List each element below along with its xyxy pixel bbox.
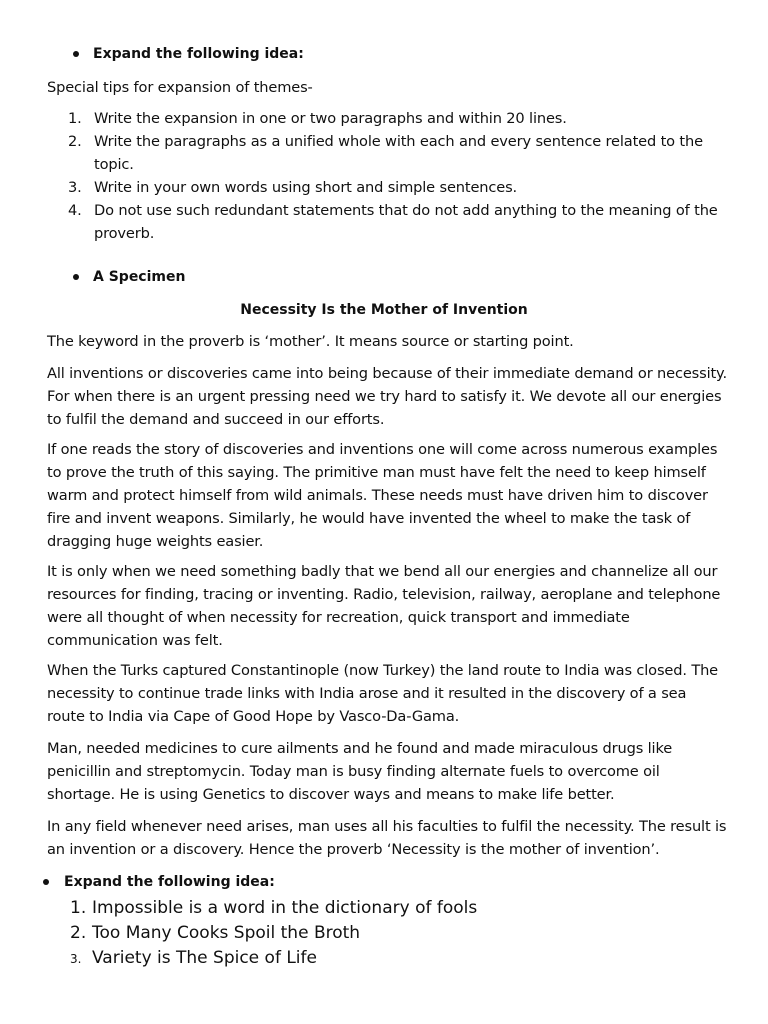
tip-item: [68, 130, 728, 176]
idea-text: Too Many Cooks Spoil the Broth: [92, 923, 361, 943]
specimen-paragraph: It is only when we need something badly that we bend all our energies and channelize all our resources for finding, tracing or inventing. Radio, television, railway, aeroplane and telephone were all thought of when necessity for recreation, quick transport and immediate communication was felt.: [47, 563, 721, 649]
tip-number: 2.: [68, 133, 82, 150]
specimen-paragraph: The keyword in the proverb is ‘mother’. It means source or starting point.: [47, 333, 574, 350]
tip-item: [68, 176, 728, 199]
idea-number: 1.: [70, 898, 87, 918]
specimen-paragraph: Man, needed medicines to cure ailments and he found and made miraculous drugs like penicillin and streptomycin. Today man is busy finding alternate fuels to overcome oil shortage. He is using Genetics to discover ways and means to make life better.: [47, 740, 673, 803]
tips-intro: Special tips for expansion of themes-: [47, 79, 313, 96]
tip-text: Write the paragraphs as a unified whole with each and every sentence related to the topic.: [94, 133, 703, 173]
tip-item: [68, 199, 728, 245]
idea-item: [70, 896, 670, 921]
specimen-paragraph: In any field whenever need arises, man uses all his faculties to fulfil the necessity. The result is an invention or a discovery. Hence the proverb ‘Necessity is the mother of invention’.: [47, 818, 727, 858]
specimen-paragraph: When the Turks captured Constantinople (now Turkey) the land route to India was closed. The necessity to continue trade links with India arose and it resulted in the discovery of a sea route to India via Cape of Good Hope by Vasco-Da-Gama.: [47, 662, 719, 725]
bullet-icon: [73, 51, 79, 57]
specimen-title: Necessity Is the Mother of Invention: [240, 302, 528, 318]
tip-item: [68, 107, 728, 130]
tip-text: Do not use such redundant statements that do not add anything to the meaning of the proverb.: [94, 202, 718, 242]
bullet-icon: [73, 274, 79, 280]
idea-item: [70, 921, 670, 946]
idea-text: Variety is The Spice of Life: [92, 948, 317, 968]
bullet-icon: [43, 879, 49, 885]
section2-heading: Expand the following idea:: [64, 874, 275, 890]
idea-text: Impossible is a word in the dictionary of fools: [92, 898, 478, 918]
section1-heading: Expand the following idea:: [93, 46, 304, 62]
idea-item: [70, 946, 670, 972]
tip-text: Write in your own words using short and simple sentences.: [94, 179, 518, 196]
tip-number: 3.: [68, 179, 82, 196]
tip-number: 1.: [68, 110, 82, 127]
specimen-heading: A Specimen: [93, 269, 186, 285]
specimen-paragraph: If one reads the story of discoveries and inventions one will come across numerous examples to prove the truth of this saying. The primitive man must have felt the need to keep himself warm and protect himself from wild animals. These needs must have driven him to discover fire and invent weapons. Similarly, he would have invented the wheel to make the task of dragging huge weights easier.: [47, 441, 718, 550]
idea-number: 2.: [70, 923, 87, 943]
idea-number: 3.: [70, 952, 82, 966]
specimen-paragraph: All inventions or discoveries came into being because of their immediate demand or necessity. For when there is an urgent pressing need we try hard to satisfy it. We devote all our energies to fulfil the demand and succeed in our efforts.: [47, 365, 727, 428]
tip-text: Write the expansion in one or two paragraphs and within 20 lines.: [94, 110, 567, 127]
tip-number: 4.: [68, 202, 82, 219]
